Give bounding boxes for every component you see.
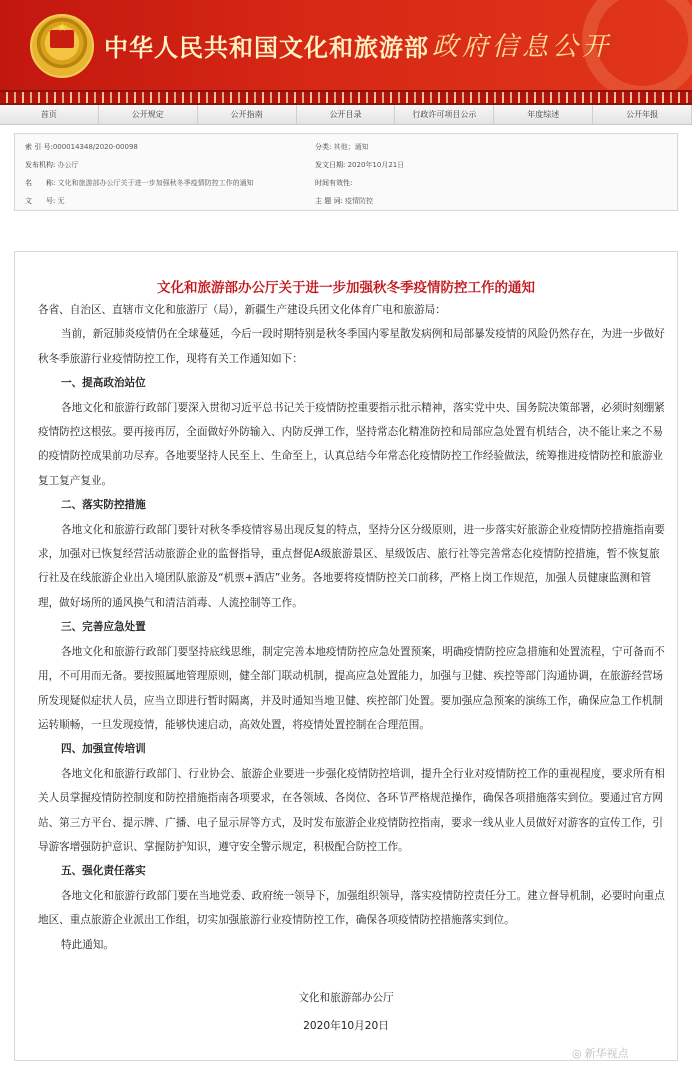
section-paragraph-4: 各地文化和旅游行政部门、行业协会、旅游企业要进一步强化疫情防控培训，提升全行业对疫情防控工作的重视程度，要求所有相关人员掌握疫情防控制度和防控措施指南各项要求，在各领域、各岗位、各环节严格规范操作，确保各项措施落实到位。要通过官方网站、第三方平台、提示牌、广播、电子显示屏等方式，及时发布旅游企业疫情防控指南，要求一线从业人员做好对游客的宣传工作，引导游客增强防护意识、掌握防护知识，遵守安全警示规定，积极配合防控工作。 <box>38 767 665 853</box>
section-heading-5: 五、强化责任落实 <box>61 865 146 878</box>
section-heading-3: 三、完善应急处置 <box>61 621 146 634</box>
salutation: 各省、自治区、直辖市文化和旅游厅（局），新疆生产建设兵团文化体育广电和旅游局： <box>38 304 446 316</box>
validity-label: 时间有效性: <box>315 179 353 187</box>
section-heading-1: 一、提高政治站位 <box>61 377 146 390</box>
subject-label: 主 题 词: <box>315 197 343 205</box>
document-metadata <box>14 133 678 211</box>
nav-annual-report[interactable]: 公开年报 <box>593 105 692 124</box>
section-paragraph-5: 各地文化和旅游行政部门要在当地党委、政府统一领导下，加强组织领导，落实疫情防控责任分工。建立督导机制，必要时向重点地区、重点旅游企业派出工作组，切实加强旅游行业疫情防控工作，确保各项疫情防控措施落实到位。 <box>38 889 665 927</box>
date-label: 发文日期: <box>315 161 346 169</box>
category-value: 其他；通知 <box>333 143 369 151</box>
issuer-value: 办公厅 <box>57 161 79 169</box>
section-paragraph-3: 各地文化和旅游行政部门要坚持底线思维，制定完善本地疫情防控应急处置预案，明确疫情防控应急措施和处置流程，宁可备而不用，不可用而无备。要按照属地管理原则，健全部门联动机制，提高应急处置能力，加强与卫健、疾控等部门沟通协调，在旅游经营场所发现疑似症状人员，应当立即进行暂时隔离，并及时通知当地卫健、疾控部门处置。要加强应急预案的演练工作，确保应急工作机制运转顺畅，一旦发现疫情，能够快速启动，高效处置，将疫情处置控制在合理范围。 <box>38 645 665 731</box>
docno-label: 文 号: <box>25 197 56 205</box>
section-title: 政府信息公开 <box>432 32 613 62</box>
nav-guide[interactable]: 公开指南 <box>198 105 297 124</box>
site-banner <box>0 0 692 90</box>
nav-catalog[interactable]: 公开目录 <box>297 105 396 124</box>
source-watermark <box>572 1045 632 1061</box>
closing-line: 特此通知。 <box>61 938 114 951</box>
index-label: 索 引 号: <box>25 143 53 151</box>
subject-value: 疫情防控 <box>345 197 374 205</box>
name-value: 文化和旅游部办公厅关于进一步加强秋冬季疫情防控工作的通知 <box>57 179 254 187</box>
signature-date: 2020年10月20日 <box>303 1020 389 1032</box>
docno-value: 无 <box>57 197 65 205</box>
section-paragraph-2: 各地文化和旅游行政部门要针对秋冬季疫情容易出现反复的特点，坚持分区分级原则，进一步落实好旅游企业疫情防控措施指南要求，加强对已恢复经营活动旅游企业的监督指导，重点督促A级旅游景区、星级饭店、旅行社等完善常态化疫情防控措施，暂不恢复旅行社及在线旅游企业出入境团队旅游及“机票+酒店”业务。各地要将疫情防控关口前移，严格上岗工作规范，加强人员健康监测和管理，做好场所的通风换气和清洁消毒、人流控制等工作。 <box>38 523 665 609</box>
section-heading-4: 四、加强宣传培训 <box>61 743 146 756</box>
index-value: 000014348/2020-00098 <box>52 143 138 151</box>
name-label: 名 称: <box>25 179 56 187</box>
document-title: 文化和旅游部办公厅关于进一步加强秋冬季疫情防控工作的通知 <box>157 280 535 296</box>
watermark-text: 新华视点 <box>584 1047 629 1060</box>
nav-permits[interactable]: 行政许可项目公示 <box>395 105 494 124</box>
nav-annual-summary[interactable]: 年度综述 <box>494 105 593 124</box>
intro-paragraph: 当前，新冠肺炎疫情仍在全球蔓延，今后一段时期特别是秋冬季国内零星散发病例和局部暴发疫情的风险仍然存在，为进一步做好秋冬季旅游行业疫情防控工作，现将有关工作通知如下： <box>38 328 665 365</box>
category-label: 分类: <box>315 143 332 151</box>
date-value: 2020年10月21日 <box>347 161 405 169</box>
issuer-label: 发布机构: <box>25 161 56 169</box>
section-paragraph-1: 各地文化和旅游行政部门要深入贯彻习近平总书记关于疫情防控重要指示批示精神，落实党中央、国务院决策部署，必须时刻绷紧疫情防控这根弦。要再接再厉，全面做好外防输入、内防反弹工作，坚持常态化精准防控和局部应急处置有机结合，决不能让来之不易的疫情防控成果前功尽弃。各地要坚持人民至上、生命至上，认真总结今年常态化疫情防控工作经验做法，统筹推进疫情防控和旅游业复工复产复业。 <box>38 401 665 487</box>
nav-rules[interactable]: 公开规定 <box>99 105 198 124</box>
weibo-icon: ◎ <box>572 1047 582 1060</box>
decorative-swirl <box>582 0 692 90</box>
top-nav <box>0 105 692 125</box>
signature-org: 文化和旅游部办公厅 <box>298 992 394 1004</box>
national-emblem-icon <box>30 14 94 78</box>
section-heading-2: 二、落实防控措施 <box>61 499 146 512</box>
ministry-name: 中华人民共和国文化和旅游部 <box>104 33 429 62</box>
decorative-border <box>0 90 692 105</box>
document-body <box>38 298 670 957</box>
nav-home[interactable]: 首页 <box>0 105 99 124</box>
